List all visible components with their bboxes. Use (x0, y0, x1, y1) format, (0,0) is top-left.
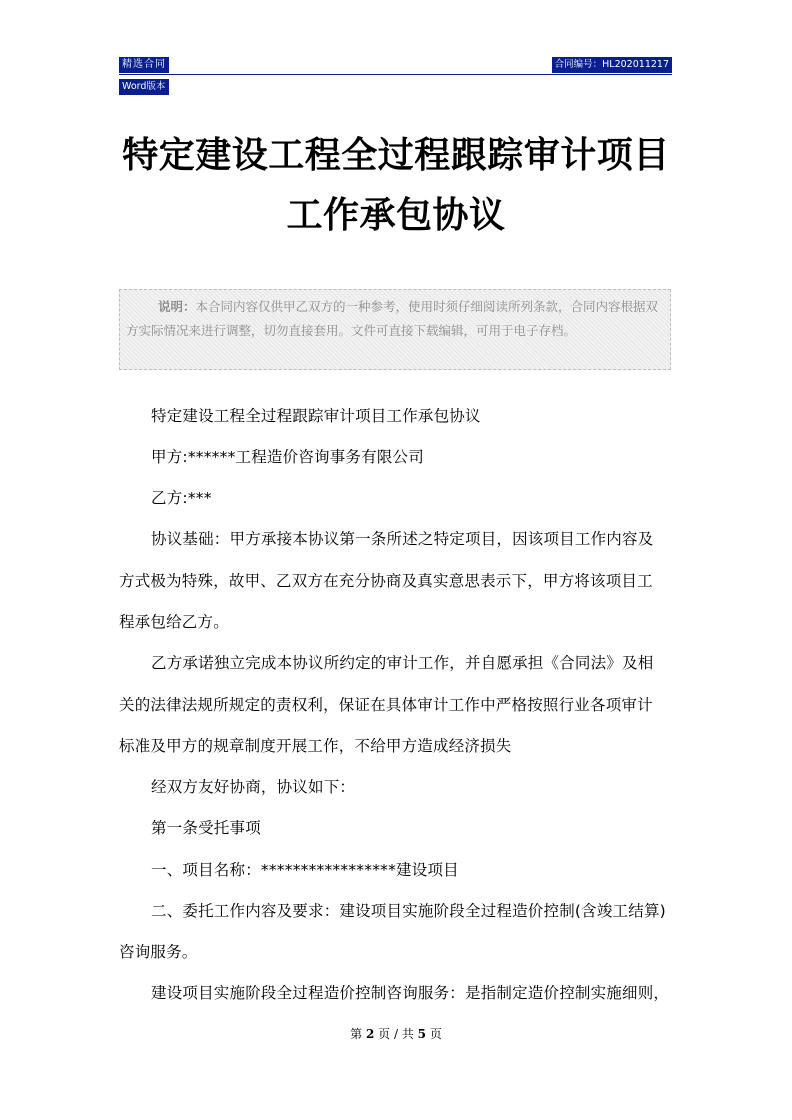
body-paragraph-basis-line-2 (119, 560, 679, 602)
body-text: 乙方承诺独立完成本协议所约定的审计工作，并自愿承担《合同法》及相 (151, 654, 654, 672)
header-contract-number: 合同编号：HL202011217 (552, 57, 672, 73)
body-text: 协议基础：甲方承接本协议第一条所述之特定项目，因该项目工作内容及 (151, 530, 654, 548)
body-article-one-heading (119, 807, 679, 849)
body-text: 一、项目名称：*****************建设项目 (151, 861, 459, 879)
body-paragraph-basis-line-1 (119, 518, 679, 560)
body-text: 程承包给乙方。 (119, 613, 229, 631)
body-paragraph-commitment-line-2 (119, 684, 679, 726)
header-tag-selected-contract: 精选合同 (119, 57, 169, 73)
body-text: 乙方:*** (151, 489, 212, 507)
footer-prefix: 第 (350, 1027, 363, 1041)
body-text: 甲方:******工程造价咨询事务有限公司 (151, 448, 424, 466)
document-title-line-1: 特定建设工程全过程跟踪审计项目 (122, 135, 670, 176)
footer-separator: 页 / 共 (378, 1027, 414, 1041)
footer-page-number: 2 (365, 1027, 375, 1041)
body-paragraph-commitment-line-1 (119, 642, 679, 684)
body-text: 特定建设工程全过程跟踪审计项目工作承包协议 (151, 407, 481, 425)
body-text: 关的法律法规所规定的责权利，保证在具体审计工作中严格按照行业各项审计 (119, 696, 653, 714)
body-paragraph-title (119, 395, 679, 437)
body-item-work-content-line-1 (119, 890, 679, 932)
usage-note-box (119, 289, 671, 370)
body-text: 建设项目实施阶段全过程造价控制咨询服务：是指制定造价控制实施细则， (151, 984, 670, 1002)
footer-suffix: 页 (429, 1027, 442, 1041)
document-title-line-2: 工作承包协议 (286, 195, 506, 236)
page-footer (0, 1025, 792, 1042)
body-text: 二、委托工作内容及要求：建设项目实施阶段全过程造价控制(含竣工结算) (151, 902, 666, 920)
body-text: 第一条受托事项 (151, 819, 261, 837)
body-paragraph-party-a (119, 436, 679, 478)
body-paragraph-commitment-line-3 (119, 725, 679, 767)
body-text: 标准及甲方的规章制度开展工作，不给甲方造成经济损失 (119, 737, 512, 755)
body-item-project-name (119, 849, 679, 891)
body-text: 经双方友好协商，协议如下： (151, 778, 356, 796)
note-label: 说明： (158, 299, 196, 314)
body-item-work-content-line-2 (119, 931, 679, 973)
header-divider (119, 74, 672, 75)
body-text: 咨询服务。 (119, 943, 198, 961)
body-paragraph-agreement (119, 766, 679, 808)
header-tag-word-version: Word版本 (119, 79, 169, 95)
body-paragraph-service-definition (119, 972, 679, 1014)
note-text: 本合同内容仅供甲乙双方的一种参考，使用时须仔细阅读所列条款，合同内容根据双方实际情况来进行调整，切勿直接套用。文件可直接下载编辑，可用于电子存档。 (126, 299, 659, 338)
body-text: 方式极为特殊，故甲、乙双方在充分协商及真实意思表示下，甲方将该项目工 (119, 572, 653, 590)
footer-total-pages: 5 (417, 1027, 427, 1041)
body-paragraph-basis-line-3 (119, 601, 679, 643)
body-paragraph-party-b (119, 477, 679, 519)
